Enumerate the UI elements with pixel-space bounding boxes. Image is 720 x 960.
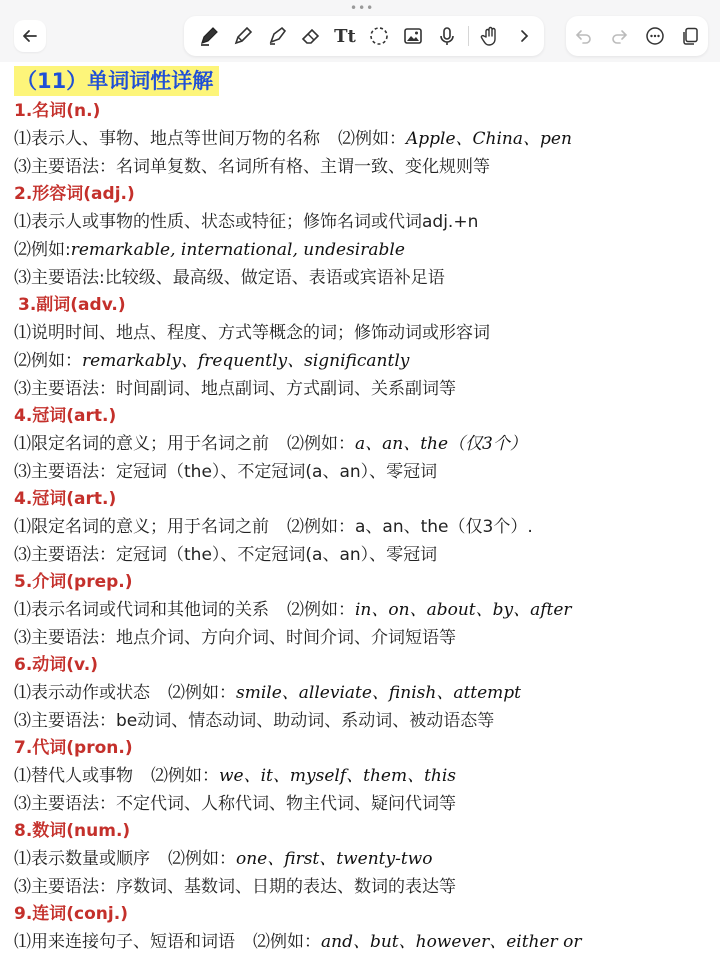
- note-line: [14, 848, 432, 870]
- handwritten-example: remarkably、frequently、significantly: [82, 351, 410, 371]
- redo-button[interactable]: [602, 19, 636, 53]
- lasso-icon: [368, 25, 390, 47]
- lasso-tool[interactable]: [362, 19, 396, 53]
- section-heading: 4.冠词(art.): [14, 406, 117, 426]
- more-tools-button[interactable]: [507, 19, 541, 53]
- note-text: ⑴表示动作或状态: [14, 683, 150, 703]
- note-line: [14, 931, 581, 953]
- note-line: ⑶主要语法：定冠词（the）、不定冠词(a、an）、零冠词: [14, 545, 438, 565]
- top-toolbar: [0, 0, 720, 62]
- back-button[interactable]: [14, 20, 46, 52]
- note-line: ⑶主要语法：be动词、情态动词、助动词、系动词、被动语态等: [14, 711, 495, 731]
- section-heading: 3.副词(adv.): [18, 295, 126, 315]
- hand-tool[interactable]: [473, 19, 507, 53]
- note-line: ⑶主要语法：序数词、基数词、日期的表达、数词的表达等: [14, 877, 456, 897]
- note-text: ⑴限定名词的意义；用于名词之前: [14, 434, 269, 454]
- more-icon: [645, 26, 665, 46]
- section-heading: 8.数词(num.): [14, 821, 131, 841]
- hand-icon: [479, 25, 501, 47]
- page-title: （11）单词词性详解: [14, 66, 219, 96]
- toolbar-divider: [468, 26, 469, 46]
- pen-tool[interactable]: [192, 19, 226, 53]
- handwritten-example: we、it、myself、them、this: [219, 766, 457, 786]
- section-heading: 4.冠词(art.): [14, 489, 117, 509]
- note-line: ⑶主要语法:比较级、最高级、做定语、表语或宾语补足语: [14, 268, 445, 288]
- note-line: ⑶主要语法：不定代词、人称代词、物主代词、疑问代词等: [14, 794, 456, 814]
- handwritten-example: Apple、China、pen: [406, 129, 572, 149]
- note-line: [14, 128, 572, 150]
- example-prefix: ⑵例如：: [287, 600, 355, 620]
- arrow-left-icon: [21, 27, 39, 45]
- example-prefix: ⑵例如：: [168, 683, 236, 703]
- section-heading: 2.形容词(adj.): [14, 184, 135, 204]
- note-line: [14, 350, 409, 372]
- drawing-tools: [184, 16, 544, 56]
- note-line: ⑴表示人或事物的性质、状态或特征；修饰名词或代词adj.+n: [14, 212, 479, 232]
- text-tool-icon: Tt: [334, 25, 356, 47]
- note-line: [14, 239, 405, 261]
- note-line: [14, 433, 527, 455]
- handwritten-example: remarkable, international, undesirable: [70, 240, 405, 260]
- section-heading: 6.动词(v.): [14, 655, 98, 675]
- image-icon: [402, 25, 424, 47]
- note-text: ⑴表示名词或代词和其他词的关系: [14, 600, 269, 620]
- note-text: ⑵例如:: [14, 240, 71, 260]
- highlighter-tool[interactable]: [260, 19, 294, 53]
- pages-icon: [680, 26, 700, 46]
- example-prefix: ⑵例如：: [253, 932, 321, 952]
- example-prefix: ⑵例如：: [287, 434, 355, 454]
- example-prefix: ⑵例如：: [338, 129, 406, 149]
- document-actions: [566, 16, 708, 56]
- note-text: ⑴用来连接句子、短语和词语: [14, 932, 235, 952]
- eraser-tool[interactable]: [294, 19, 328, 53]
- note-line: [14, 599, 572, 621]
- microphone-tool[interactable]: [430, 19, 464, 53]
- note-line: ⑶主要语法：时间副词、地点副词、方式副词、关系副词等: [14, 379, 456, 399]
- handwritten-example: one、first、twenty-two: [236, 849, 433, 869]
- handwritten-example: and、but、however、either or: [321, 932, 582, 952]
- section-heading: 7.代词(pron.): [14, 738, 133, 758]
- handwritten-example: in、on、about、by、after: [355, 600, 572, 620]
- section-heading: 5.介词(prep.): [14, 572, 133, 592]
- example-prefix: ⑵例如：: [151, 766, 219, 786]
- example-prefix: ⑵例如：: [168, 849, 236, 869]
- pen-icon: [198, 25, 220, 47]
- note-text: ⑵例如：: [14, 351, 82, 371]
- pencil-icon: [232, 25, 254, 47]
- chevron-right-icon: [513, 25, 535, 47]
- note-text: ⑴表示人、事物、地点等世间万物的名称: [14, 129, 320, 149]
- note-line: [14, 765, 456, 787]
- image-tool[interactable]: [396, 19, 430, 53]
- undo-button[interactable]: [567, 19, 601, 53]
- microphone-icon: [436, 25, 458, 47]
- note-line: ⑶主要语法：地点介词、方向介词、时间介词、介词短语等: [14, 628, 456, 648]
- text-tool[interactable]: [328, 19, 362, 53]
- pages-button[interactable]: [673, 19, 707, 53]
- handwritten-example: smile、alleviate、finish、attempt: [236, 683, 522, 703]
- more-button[interactable]: [638, 19, 672, 53]
- note-line: [14, 682, 521, 704]
- window-grabber[interactable]: •••: [350, 1, 375, 15]
- note-text: ⑴表示数量或顺序: [14, 849, 150, 869]
- handwritten-example: a、an、the（仅3个）: [355, 434, 527, 454]
- note-text: ⑴限定名词的意义；用于名词之前: [14, 517, 269, 537]
- section-heading: 1.名词(n.): [14, 101, 101, 121]
- redo-icon: [609, 26, 629, 46]
- example-text: ⑵例如：a、an、the（仅3个）.: [287, 517, 533, 537]
- pencil-tool[interactable]: [226, 19, 260, 53]
- highlighter-icon: [266, 25, 288, 47]
- note-text: ⑴替代人或事物: [14, 766, 133, 786]
- section-heading: 9.连词(conj.): [14, 904, 128, 924]
- note-line: [14, 516, 533, 538]
- undo-icon: [574, 26, 594, 46]
- note-line: ⑶主要语法：名词单复数、名词所有格、主谓一致、变化规则等: [14, 157, 490, 177]
- note-line: ⑴说明时间、地点、程度、方式等概念的词；修饰动词或形容词: [14, 323, 490, 343]
- note-line: ⑶主要语法：定冠词（the）、不定冠词(a、an）、零冠词: [14, 462, 438, 482]
- eraser-icon: [300, 25, 322, 47]
